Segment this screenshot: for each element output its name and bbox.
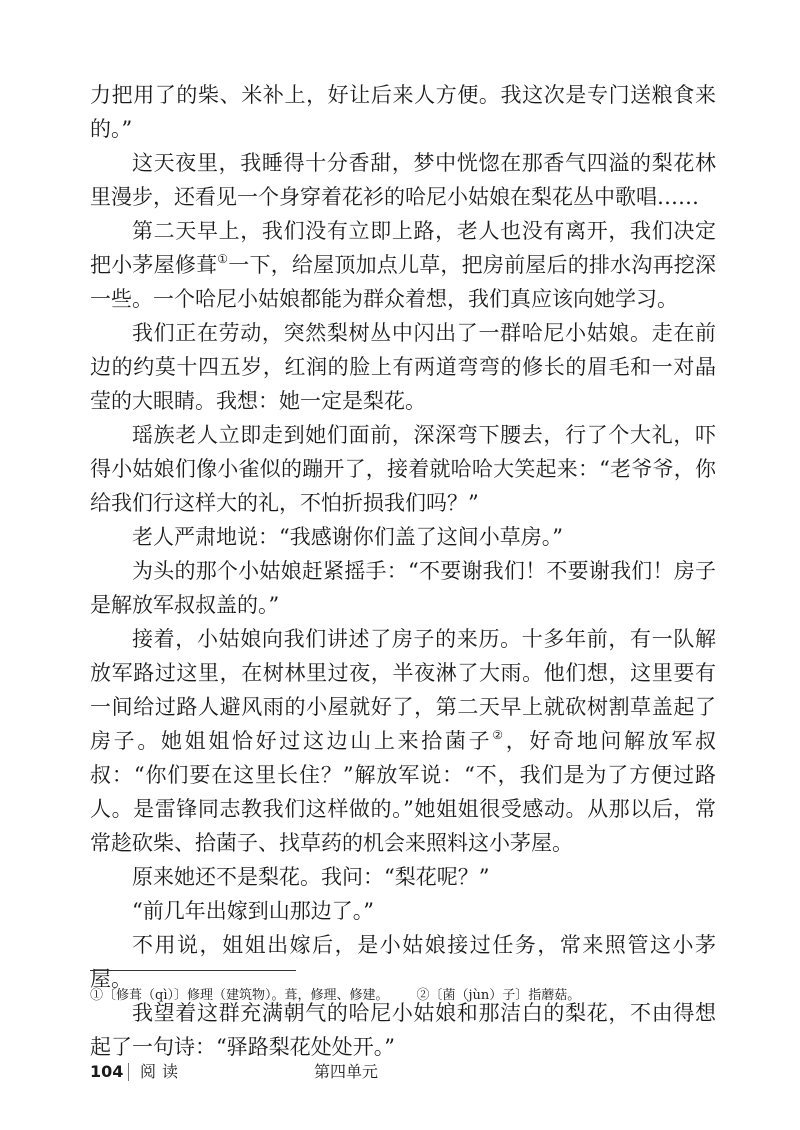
page-number: 104: [90, 1062, 124, 1081]
paragraph-text: 一下，给屋顶加点儿草，把房前屋后的排水沟再挖深一些。一个哈尼小姑娘都能为群众着想，我们真应该向她学习。: [90, 253, 717, 311]
paragraph: 为头的那个小姑娘赶紧摇手：“不要谢我们！不要谢我们！房子是解放军叔叔盖的。”: [90, 559, 716, 617]
paragraph: [90, 622, 716, 860]
footnotes: [90, 986, 730, 1006]
paragraph: 我们正在劳动，突然梨树丛中闪出了一群哈尼小姑娘。走在前边的约莫十四五岁，红润的脸上有两道弯弯的修长的眉毛和一对晶莹的大眼睛。我想：她一定是梨花。: [90, 321, 716, 413]
unit-label: 第四单元: [314, 1062, 379, 1081]
paragraph: [90, 214, 716, 316]
paragraph: “前几年出嫁到山那边了。”: [132, 899, 374, 923]
story-body: [90, 78, 716, 1064]
footnote-divider: [90, 970, 296, 971]
paragraph: 这天夜里，我睡得十分香甜，梦中恍惚在那香气四溢的梨花林里漫步，还看见一个身穿着花衫的哈尼小姑娘在梨花丛中歌唱……: [90, 151, 716, 209]
section-label: 阅读: [140, 1062, 185, 1081]
footnote-marker: ①: [217, 252, 229, 266]
page-footer: [90, 1060, 730, 1084]
paragraph: 我望着这群充满朝气的哈尼小姑娘和那洁白的梨花，不由得想起了一句诗：“驿路梨花处处开。”: [90, 1001, 716, 1059]
paragraph: 原来她还不是梨花。我问：“梨花呢？”: [132, 865, 490, 889]
paragraph-text: 第二天早上，我们没有立即上路，老人也没有离开，我们决定把小茅屋修葺: [90, 219, 716, 277]
paragraph: 力把用了的柴、米补上，好让后来人方便。我这次是专门送粮食来的。”: [90, 83, 716, 141]
paragraph: 瑶族老人立即走到她们面前，深深弯下腰去，行了个大礼，吓得小姑娘们像小雀似的蹦开了，接着就哈哈大笑起来：“老爷爷，你给我们行这样大的礼，不怕折损我们吗？”: [90, 423, 716, 515]
footnote-2: ②〔菌（jùn）子〕指蘑菇。: [416, 988, 581, 1003]
paragraph: 老人严肃地说：“我感谢你们盖了这间小草房。”: [132, 525, 563, 549]
footer-divider: [128, 1063, 129, 1081]
footnote-1: ①〔修葺（qì）〕修理（建筑物）。葺，修理、修建。: [90, 988, 389, 1003]
paragraph: 不用说，姐姐出嫁后，是小姑娘接过任务，常来照管这小茅屋。: [90, 933, 716, 991]
footnote-marker: ②: [492, 728, 506, 742]
paragraph-text: ，好奇地问解放军叔叔：“你们要在这里长住？”解放军说：“不，我们是为了方便过路人。是雷锋同志教我们这样做的。”她姐姐很受感动。从那以后，常常趁砍柴、拾菌子、找草药的机会来照料这小茅屋。: [90, 729, 717, 855]
paragraph-text: 接着，小姑娘向我们讲述了房子的来历。十多年前，有一队解放军路过这里，在树林里过夜，半夜淋了大雨。他们想，这里要有一间给过路人避风雨的小屋就好了，第二天早上就砍树割草盖起了房子。她姐姐恰好过这边山上来拾菌子: [90, 627, 716, 753]
